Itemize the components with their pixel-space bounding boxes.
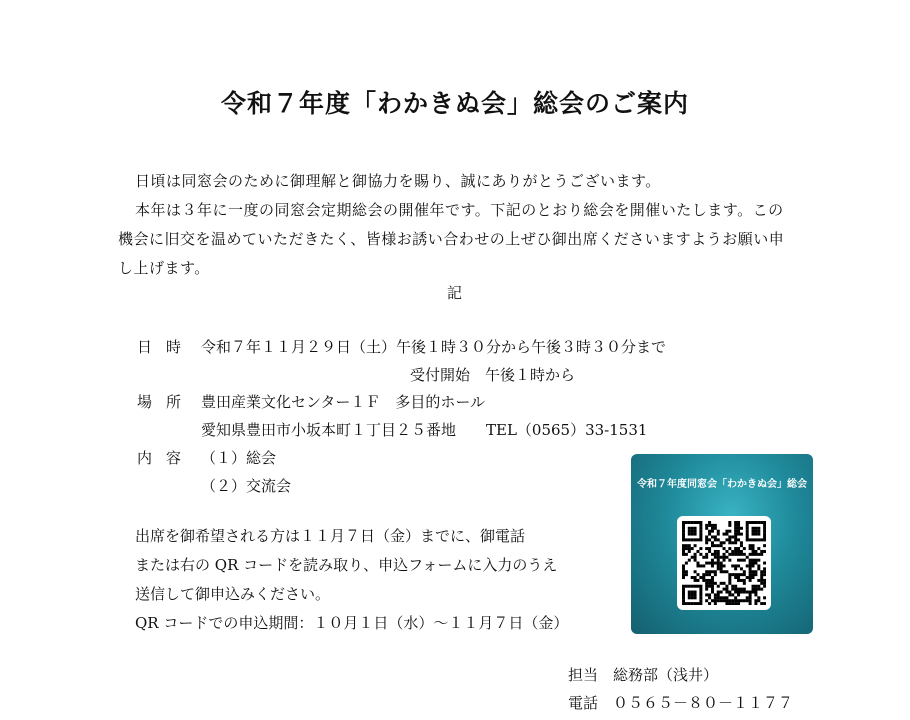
datetime-value: 令和７年１１月２９日（土）午後１時３０分から午後３時３０分まで	[201, 338, 667, 356]
qr-code-card[interactable]	[631, 454, 813, 634]
ki-heading: 記	[447, 284, 463, 302]
notice-line-4: QR コードでの申込期間：１０月１日（水）～１１月７日（金）	[135, 614, 569, 632]
application-notice	[135, 522, 568, 638]
content-label: 内容	[137, 449, 196, 467]
intro-text	[118, 167, 818, 283]
intro-paragraph-2-line-2: 機会に旧交を温めていただきたく、皆様お誘い合わせの上ぜひ御出席くださいますようお願い申	[118, 230, 785, 248]
contact-phone: 電話 ０５６５－８０－１１７７	[568, 694, 794, 712]
notice-line-2: または右の QR コードを読み取り、申込フォームに入力のうえ	[135, 556, 558, 574]
content-item-1: （１）総会	[201, 449, 277, 467]
intro-paragraph-2-line-1: 本年は３年に一度の同窓会定期総会の開催年です。下記のとおり総会を開催いたします。この	[135, 201, 784, 219]
qr-code-frame[interactable]	[677, 516, 771, 610]
reception-time: 受付開始 午後１時から	[410, 366, 576, 384]
place-label: 場所	[137, 393, 196, 411]
notice-line-3: 送信して御申込みください。	[135, 585, 331, 603]
intro-paragraph-2-line-3: し上げます。	[118, 259, 210, 277]
qr-card-title: 令和７年度同窓会「わかきぬ会」総会	[637, 479, 807, 490]
address: 愛知県豊田市小坂本町１丁目２５番地 TEL（0565）33-1531	[201, 421, 648, 439]
contact-person: 担当 総務部（浅井）	[568, 666, 719, 684]
intro-paragraph-1: 日頃は同窓会のために御理解と御協力を賜り、誠にありがとうございます。	[135, 172, 661, 190]
page-title: 令和７年度「わかきぬ会」総会のご案内	[220, 89, 689, 118]
qr-code-icon[interactable]	[682, 521, 766, 605]
content-item-2: （２）交流会	[201, 477, 292, 495]
notice-line-1: 出席を御希望される方は１１月７日（金）までに、御電話	[135, 527, 526, 545]
place-value: 豊田産業文化センター１Ｆ 多目的ホール	[201, 393, 486, 411]
datetime-label: 日時	[137, 338, 196, 356]
